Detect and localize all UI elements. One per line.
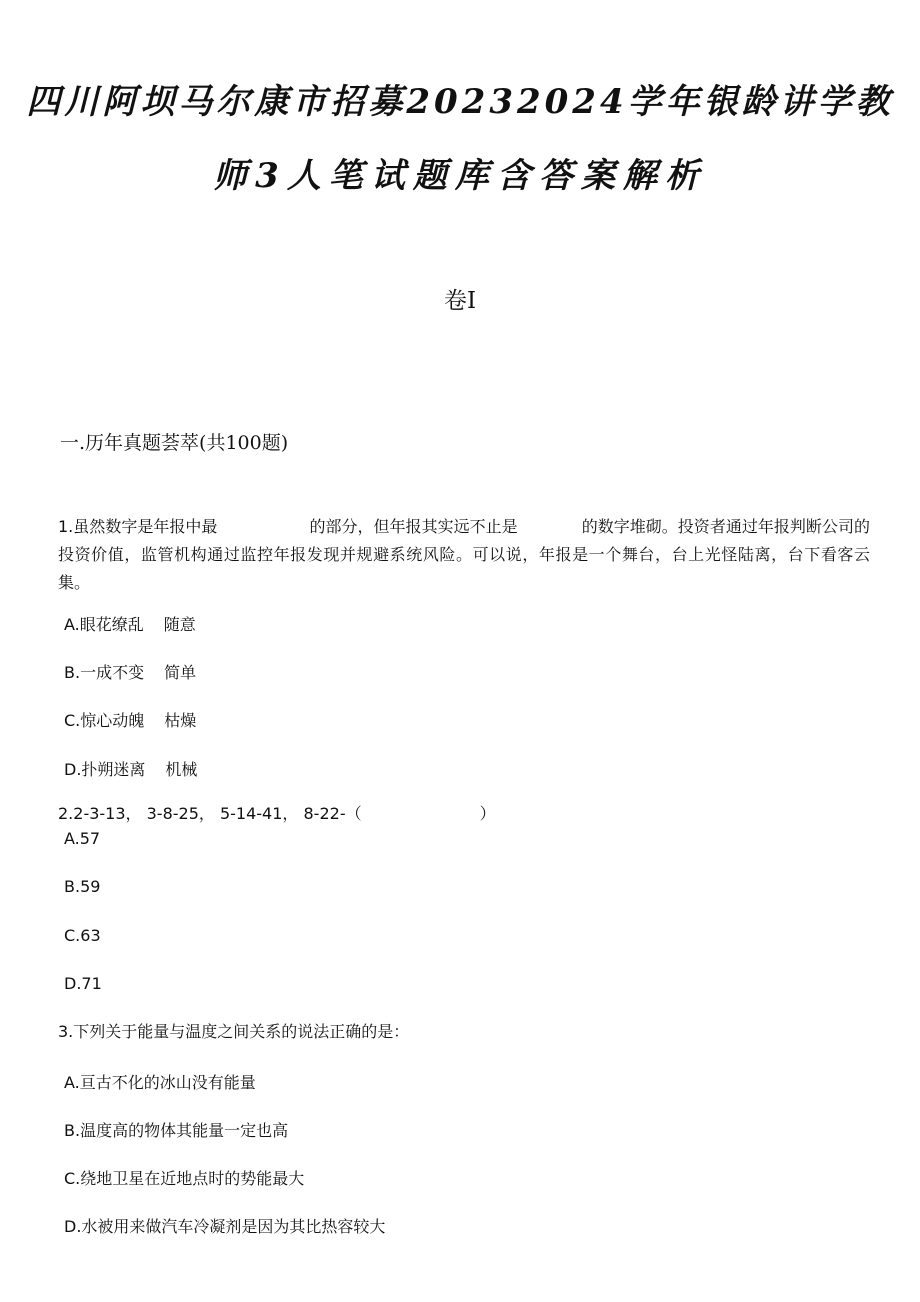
question-1-option-a: A.眼花缭乱 随意 (64, 615, 196, 634)
question-2-option-b: B.59 (64, 877, 101, 896)
question-3-option-d: D.水被用来做汽车冷凝剂是因为其比热容较大 (64, 1217, 386, 1236)
question-2-option-d: D.71 (64, 974, 102, 993)
question-3-option-b: B.温度高的物体其能量一定也高 (64, 1121, 289, 1140)
question-3-option-c: C.绕地卫星在近地点时的势能最大 (64, 1169, 305, 1188)
question-1-text-part-3: 的数字堆砌。投资者通过年报判断公司的投资价值，监管机构通过监控年报发现并规避系统风险。可以说，年报是一个舞台，台上光怪陆离，台下看客云集。 (58, 517, 870, 592)
question-3-option-a: A.亘古不化的冰山没有能量 (64, 1073, 256, 1092)
section-heading: 一.历年真题荟萃(共100题) (60, 432, 289, 454)
question-1-option-d: D.扑朔迷离 机械 (64, 760, 198, 779)
question-2-option-c: C.63 (64, 926, 101, 945)
question-2-option-a: A.57 (64, 829, 101, 848)
question-1-option-b: B.一成不变 简单 (64, 663, 197, 682)
document-title-line-1: 四川阿坝马尔康市招募20232024学年银龄讲学教 (26, 82, 894, 122)
question-1-text-part-1: 1.虽然数字是年报中最 (58, 517, 218, 536)
question-1-option-c: C.惊心动魄 枯燥 (64, 711, 197, 730)
question-2-stem: 2.2-3-13， 3-8-25， 5-14-41， 8-22-（ ） (58, 804, 496, 823)
question-3-stem: 3.下列关于能量与温度之间关系的说法正确的是： (58, 1022, 410, 1041)
document-title-line-2: 师3人笔试题库含答案解析 (213, 156, 707, 196)
volume-label: 卷I (443, 288, 477, 314)
question-1-stem (58, 513, 870, 597)
question-1-text-part-2: 的部分，但年报其实远不止是 (309, 517, 518, 536)
